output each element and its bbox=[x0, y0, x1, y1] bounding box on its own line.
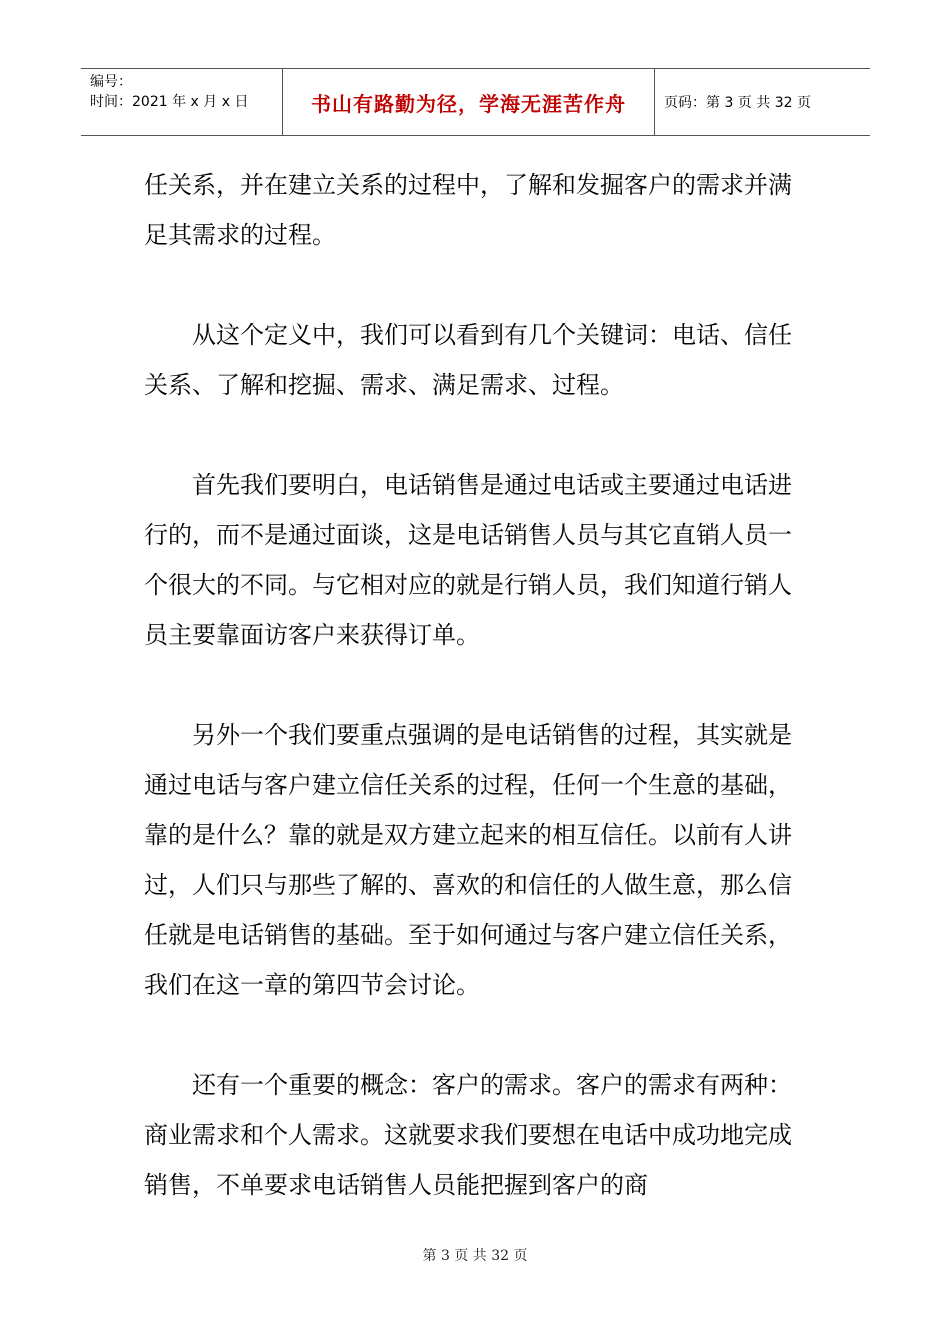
paragraph: 首先我们要明白，电话销售是通过电话或主要通过电话进行的，而不是通过面谈，这是电话销售人员与其它直销人员一个很大的不同。与它相对应的就是行销人员，我们知道行销人员主要靠面访客户来获得订单。 bbox=[144, 471, 792, 649]
time-label: 时间：2021 年 x 月 x 日 bbox=[90, 94, 249, 110]
paragraph: 另外一个我们要重点强调的是电话销售的过程，其实就是通过电话与客户建立信任关系的过程，任何一个生意的基础，靠的是什么？靠的就是双方建立起来的相互信任。以前有人讲过，人们只与那些了解的、喜欢的和信任的人做生意，那么信任就是电话销售的基础。至于如何通过与客户建立信任关系，我们在这一章的第四节会讨论。 bbox=[144, 721, 792, 999]
document-header bbox=[81, 68, 870, 136]
page-footer: 第 3 页 共 32 页 bbox=[422, 1248, 528, 1264]
code-label: 编号： bbox=[90, 74, 132, 90]
paragraph-continued: 任关系，并在建立关系的过程中，了解和发掘客户的需求并满足其需求的过程。 bbox=[144, 171, 792, 249]
header-motto: 书山有路勤为径，学海无涯苦作舟 bbox=[283, 69, 655, 135]
paragraph: 还有一个重要的概念：客户的需求。客户的需求有两种：商业需求和个人需求。这就要求我们要想在电话中成功地完成销售，不单要求电话销售人员能把握到客户的商 bbox=[144, 1071, 792, 1199]
paragraph: 从这个定义中，我们可以看到有几个关键词：电话、信任关系、了解和挖掘、需求、满足需求、过程。 bbox=[144, 321, 792, 399]
header-meta bbox=[81, 69, 283, 135]
document-body bbox=[144, 160, 794, 1260]
header-page-info: 页码：第 3 页 共 32 页 bbox=[664, 95, 811, 111]
